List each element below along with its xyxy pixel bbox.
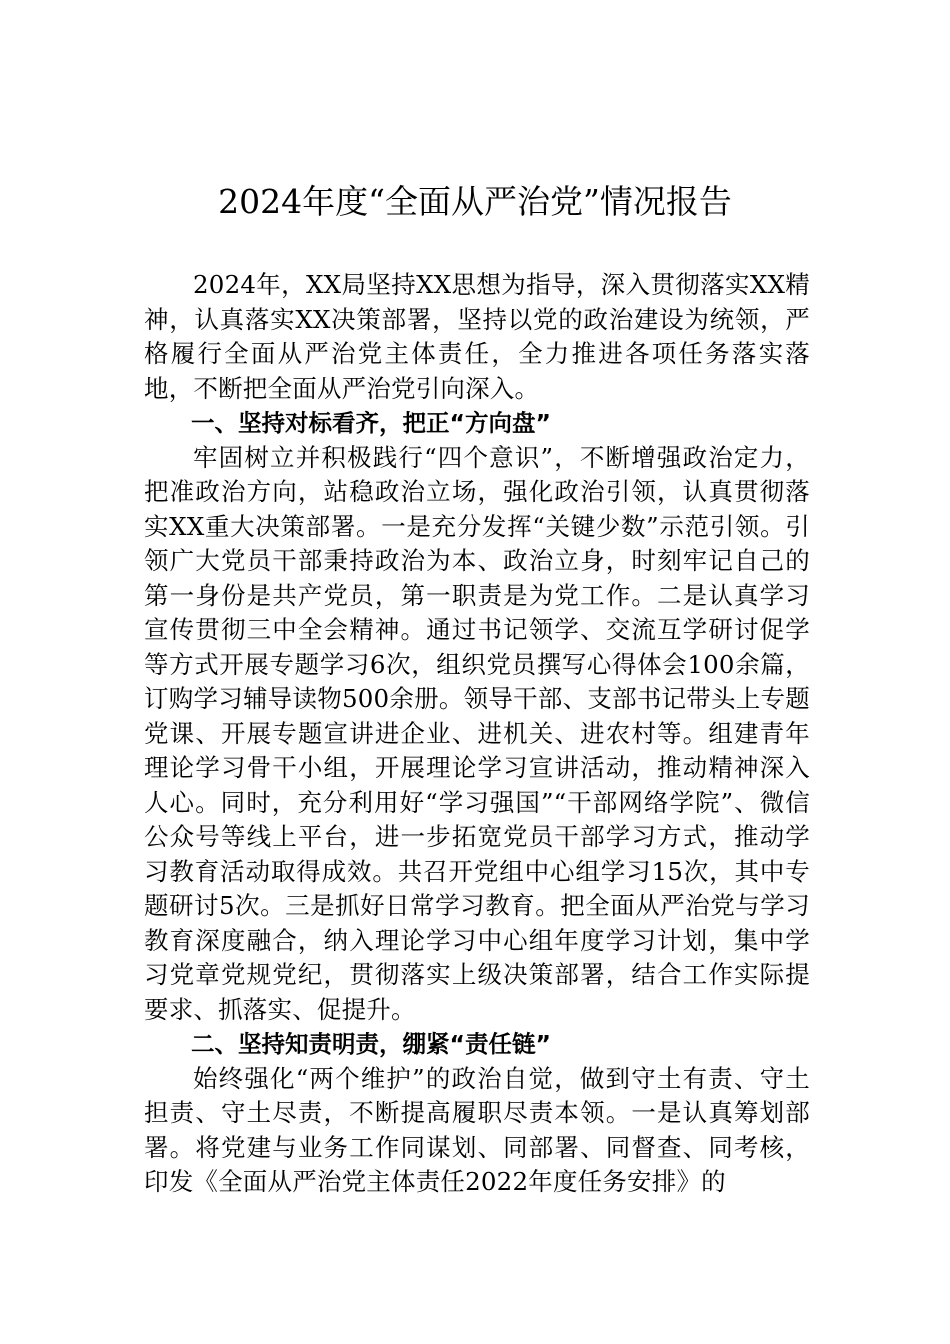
section-2-paragraph: 始终强化“两个维护”的政治自觉，做到守土有责、守土担责、守土尽责，不断提高履职尽责本领。一是认真筹划部署。将党建与业务工作同谋划、同部署、同督查、同考核，印发《全面从严治党主体责任2022年度任务安排》的 <box>144 1063 810 1196</box>
section-1-heading: 一、坚持对标看齐，把正“方向盘” <box>191 409 551 437</box>
section-2-heading: 二、坚持知责明责，绷紧“责任链” <box>191 1030 551 1058</box>
document-title: 2024年度“全面从严治党”情况报告 <box>218 182 732 221</box>
document-body <box>144 268 810 1200</box>
section-1-paragraph: 牢固树立并积极践行“四个意识”，不断增强政治定力，把准政治方向，站稳政治立场，强化政治引领，认真贯彻落实XX重大决策部署。一是充分发挥“关键少数”示范引领。引领广大党员干部秉持政治为本、政治立身，时刻牢记自己的第一身份是共产党员，第一职责是为党工作。二是认真学习宣传贯彻三中全会精神。通过书记领学、交流互学研讨促学等方式开展专题学习6次，组织党员撰写心得体会100余篇，订购学习辅导读物500余册。领导干部、支部书记带头上专题党课、开展专题宣讲进企业、进机关、进农村等。组建青年理论学习骨干小组，开展理论学习宣讲活动，推动精神深入人心。同时，充分利用好“学习强国”“干部网络学院”、微信公众号等线上平台，进一步拓宽党员干部学习方式，推动学习教育活动取得成效。共召开党组中心组学习15次，其中专题研讨5次。三是抓好日常学习教育。把全面从严治党与学习教育深度融合，纳入理论学习中心组年度学习计划，集中学习党章党规党纪，贯彻落实上级决策部署，结合工作实际提要求、抓落实、促提升。 <box>144 442 810 1024</box>
intro-paragraph: 2024年，XX局坚持XX思想为指导，深入贯彻落实XX精神，认真落实XX决策部署，坚持以党的政治建设为统领，严格履行全面从严治党主体责任，全力推进各项任务落实落地，不断把全面从严治党引向深入。 <box>144 270 810 403</box>
